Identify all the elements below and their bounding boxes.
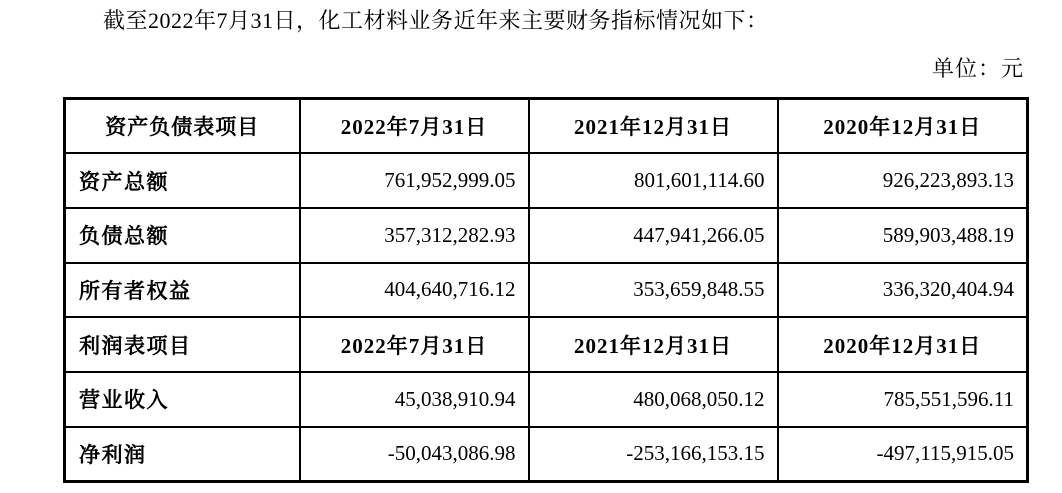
balance-sheet-section-label: 资产负债表项目 xyxy=(65,99,300,154)
row-label-operating-revenue: 营业收入 xyxy=(65,372,300,427)
intro-paragraph: 截至2022年7月31日，化工材料业务近年来主要财务指标情况如下： xyxy=(103,8,769,33)
total-liabilities-2021: 447,941,266.05 xyxy=(529,208,778,263)
income-statement-section-label: 利润表项目 xyxy=(65,317,300,372)
row-label-net-profit: 净利润 xyxy=(65,427,300,482)
total-assets-2022: 761,952,999.05 xyxy=(300,153,529,208)
col-header-2022-07-31-income: 2022年7月31日 xyxy=(300,317,529,372)
operating-revenue-row xyxy=(65,372,1028,427)
net-profit-row xyxy=(65,427,1028,482)
col-header-2020-12-31: 2020年12月31日 xyxy=(778,99,1028,154)
total-assets-2021: 801,601,114.60 xyxy=(529,153,778,208)
net-profit-2022: -50,043,086.98 xyxy=(300,427,529,482)
col-header-2022-07-31: 2022年7月31日 xyxy=(300,99,529,154)
owners-equity-2022: 404,640,716.12 xyxy=(300,263,529,318)
total-liabilities-2020: 589,903,488.19 xyxy=(778,208,1028,263)
operating-revenue-2021: 480,068,050.12 xyxy=(529,372,778,427)
net-profit-2021: -253,166,153.15 xyxy=(529,427,778,482)
total-assets-row xyxy=(65,153,1028,208)
balance-sheet-header-row xyxy=(65,99,1028,154)
owners-equity-2021: 353,659,848.55 xyxy=(529,263,778,318)
operating-revenue-2022: 45,038,910.94 xyxy=(300,372,529,427)
net-profit-2020: -497,115,915.05 xyxy=(778,427,1028,482)
unit-label: 单位：元 xyxy=(931,56,1024,81)
total-liabilities-row xyxy=(65,208,1028,263)
owners-equity-2020: 336,320,404.94 xyxy=(778,263,1028,318)
income-statement-header-row xyxy=(65,317,1028,372)
total-assets-2020: 926,223,893.13 xyxy=(778,153,1028,208)
owners-equity-row xyxy=(65,263,1028,318)
row-label-total-assets: 资产总额 xyxy=(65,153,300,208)
financial-indicators-table xyxy=(63,97,1029,483)
operating-revenue-2020: 785,551,596.11 xyxy=(778,372,1028,427)
col-header-2020-12-31-income: 2020年12月31日 xyxy=(778,317,1028,372)
row-label-total-liabilities: 负债总额 xyxy=(65,208,300,263)
col-header-2021-12-31-income: 2021年12月31日 xyxy=(529,317,778,372)
row-label-owners-equity: 所有者权益 xyxy=(65,263,300,318)
total-liabilities-2022: 357,312,282.93 xyxy=(300,208,529,263)
col-header-2021-12-31: 2021年12月31日 xyxy=(529,99,778,154)
